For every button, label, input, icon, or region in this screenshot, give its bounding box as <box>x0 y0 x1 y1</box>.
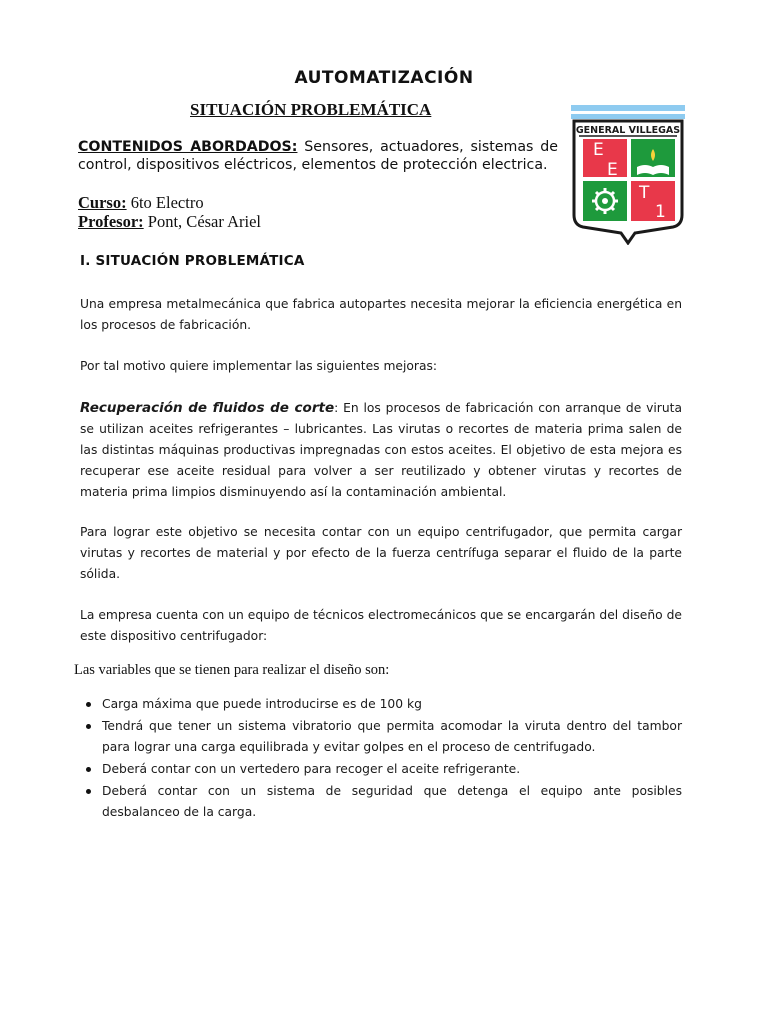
curso-label: Curso: <box>78 193 127 212</box>
profesor-value: Pont, César Ariel <box>143 212 261 231</box>
variables-list <box>80 694 682 824</box>
paragraph-2: Por tal motivo quiere implementar las siguientes mejoras: <box>80 359 438 373</box>
profesor-line <box>78 212 261 232</box>
logo-letter-3: T <box>639 183 650 203</box>
document-title: AUTOMATIZACIÓN <box>294 68 474 88</box>
section-heading: I. SITUACIÓN PROBLEMÁTICA <box>80 253 305 269</box>
paragraph-3-lead: Recuperación de fluidos de corte <box>80 400 335 416</box>
contenidos-label: CONTENIDOS ABORDADOS: <box>78 139 298 155</box>
paragraph-5: La empresa cuenta con un equipo de técnicos electromecánicos que se encargarán del diseño de este dispositivo centrifugador: <box>80 608 682 643</box>
paragraph-1: Una empresa metalmecánica que fabrica autopartes necesita mejorar la eficiencia energética en los procesos de fabricación. <box>80 297 682 332</box>
logo-banner-text: GENERAL VILLEGAS <box>575 125 681 136</box>
logo-quadrant-red-bottom <box>631 181 675 221</box>
logo-quadrant-red-top <box>583 139 627 177</box>
paragraph-3 <box>80 398 682 503</box>
list-item: Carga máxima que puede introducirse es de 100 kg <box>80 694 682 715</box>
profesor-label: Profesor: <box>78 212 144 231</box>
variables-intro: Las variables que se tienen para realizar el diseño son: <box>74 662 390 678</box>
curso-value: 6to Electro <box>126 193 204 212</box>
paragraph-3-text: : En los procesos de fabricación con arranque de viruta se utilizan aceites refrigerantes – lubricantes. Las virutas o recortes de materia prima salen de las distintas máquinas productivas impregnadas con estos aceites. El objetivo de esta mejora es recuperar ese aceite residual para volver a ser reutilizado y obtener virutas y recortes de materia prima limpios disminuyendo así la contaminación ambiental. <box>80 401 682 499</box>
document-subtitle: SITUACIÓN PROBLEMÁTICA <box>190 100 432 119</box>
list-item: Deberá contar con un vertedero para recoger el aceite refrigerante. <box>80 759 682 780</box>
logo-letter-4: 1 <box>655 202 666 222</box>
curso-line <box>78 193 204 213</box>
contenidos-block <box>78 138 558 174</box>
list-item: Tendrá que tener un sistema vibratorio que permita acomodar la viruta dentro del tambor para lograr una carga equilibrada y evitar golpes en el proceso de centrifugado. <box>80 716 682 758</box>
contenidos-text: Sensores, actuadores, sistemas de control, dispositivos eléctricos, elementos de protección electrica. <box>78 139 558 173</box>
list-item: Deberá contar con un sistema de seguridad que detenga el equipo ante posibles desbalanceo de la carga. <box>80 781 682 823</box>
logo-letter-2: E <box>607 160 618 180</box>
logo-letter-1: E <box>593 140 604 160</box>
school-crest-logo <box>569 103 687 245</box>
paragraph-4: Para lograr este objetivo se necesita contar con un equipo centrifugador, que permita cargar virutas y recortes de material y por efecto de la fuerza centrífuga separar el fluido de la parte sólida. <box>80 525 682 581</box>
